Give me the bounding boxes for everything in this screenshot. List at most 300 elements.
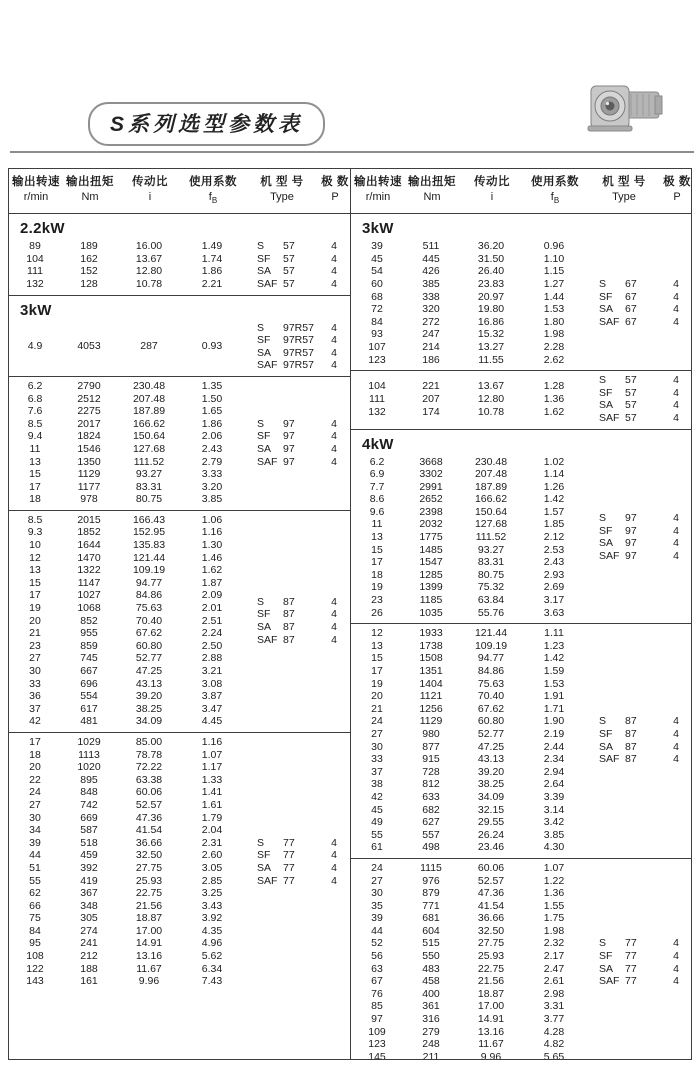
ratio-value: 67.62: [135, 627, 163, 640]
speed-value: 30: [29, 811, 41, 824]
model-type-code: SA: [599, 399, 614, 412]
torque-value: 682: [422, 803, 440, 816]
service-factor-value: 2.04: [201, 824, 223, 837]
ratio-value: 52.77: [477, 727, 505, 740]
service-factor-value: 0.96: [543, 240, 565, 253]
torque-value: 955: [80, 627, 98, 640]
service-factor-value: 1.41: [201, 786, 223, 799]
model-type-code: SAF: [599, 315, 620, 328]
torque-value: 338: [422, 290, 440, 303]
speed-value: 17: [371, 665, 383, 677]
ratio-value: 60.06: [135, 786, 163, 799]
model-type-size: 87: [283, 620, 295, 633]
header-col-5: [320, 175, 350, 208]
torque-value: 895: [80, 773, 98, 786]
data-grid: [9, 340, 243, 353]
torque-value: 742: [80, 798, 98, 811]
torque-value: 128: [80, 277, 98, 290]
speed-value: 27: [29, 798, 41, 811]
service-factor-value: 1.62: [543, 405, 565, 418]
model-type-label: [585, 387, 661, 400]
data-grid: [351, 456, 585, 620]
service-factor-value: 2.34: [543, 753, 565, 766]
torque-value: 515: [422, 937, 440, 950]
model-type-size: 57: [283, 277, 295, 290]
service-factor-value: 7.43: [201, 975, 223, 988]
torque-value: 879: [422, 887, 440, 900]
torque-value: 728: [422, 765, 440, 778]
torque-value: 667: [80, 665, 98, 677]
speed-value: 39: [371, 912, 383, 925]
service-factor-value: 2.79: [201, 455, 223, 468]
torque-value: 1027: [77, 589, 101, 602]
speed-value: 24: [371, 715, 383, 728]
torque-value: 2017: [77, 417, 101, 430]
speed-value: 15: [29, 576, 41, 589]
model-type-size: 67: [625, 277, 637, 290]
data-block: [351, 862, 691, 1059]
service-factor-value: 2.43: [201, 442, 223, 455]
model-type-size: 87: [625, 727, 637, 740]
torque-value: 1350: [77, 455, 101, 468]
torque-value: 3302: [419, 468, 443, 481]
service-factor-value: 2.24: [201, 627, 223, 640]
torque-value: 2398: [419, 505, 443, 518]
ratio-value: 63.38: [135, 773, 163, 786]
speed-value: 89: [29, 240, 41, 253]
header-col-en: P: [673, 191, 681, 203]
model-type-code: SAF: [257, 633, 278, 646]
torque-value: 633: [422, 790, 440, 803]
service-factor-value: 2.69: [543, 581, 565, 594]
torque-value: 161: [80, 975, 98, 988]
model-type-label: [243, 347, 319, 360]
torque-value: 279: [422, 1025, 440, 1038]
model-type-label: [585, 291, 661, 304]
type-grid: [243, 322, 349, 372]
ratio-value: 55.76: [477, 606, 505, 619]
service-factor-value: 1.07: [543, 861, 565, 874]
pole-count-value: 4: [331, 430, 337, 443]
ratio-value: 60.80: [135, 639, 163, 652]
pole-count-value: 4: [331, 836, 337, 849]
header-col-en: i: [148, 191, 152, 203]
ratio-value: 34.09: [135, 715, 163, 728]
data-block: [351, 456, 691, 620]
service-factor-value: 3.05: [201, 861, 223, 874]
service-factor-value: 2.32: [543, 937, 565, 950]
ratio-value: 32.50: [135, 849, 163, 862]
model-type-code: SF: [257, 334, 271, 347]
ratio-value: 52.77: [135, 652, 163, 665]
service-factor-value: 4.28: [543, 1025, 565, 1038]
service-factor-value: 1.02: [543, 455, 565, 468]
data-grid: [351, 240, 585, 366]
speed-value: 19: [371, 581, 383, 594]
service-factor-value: 4.30: [543, 841, 565, 854]
torque-value: 188: [80, 962, 98, 975]
ratio-value: 9.96: [480, 1050, 502, 1059]
torque-value: 617: [80, 702, 98, 715]
speed-value: 30: [371, 740, 383, 753]
model-type-size: 87: [283, 608, 295, 621]
service-factor-value: 1.75: [543, 912, 565, 925]
model-type-code: SAF: [257, 277, 278, 290]
torque-value: 1020: [77, 761, 101, 774]
torque-value: 980: [422, 727, 440, 740]
torque-value: 627: [422, 816, 440, 829]
torque-value: 2032: [419, 518, 443, 531]
header-col-5: [662, 175, 691, 208]
speed-value: 20: [29, 761, 41, 774]
speed-value: 13: [29, 564, 41, 577]
service-factor-value: 2.94: [543, 765, 565, 778]
service-factor-value: 1.85: [543, 518, 565, 531]
model-type-size: 67: [625, 315, 637, 328]
service-factor-value: 2.28: [543, 340, 565, 353]
ratio-value: 94.77: [477, 652, 505, 665]
ratio-value: 75.32: [477, 581, 505, 594]
speed-value: 37: [29, 702, 41, 715]
torque-value: 174: [422, 405, 440, 418]
service-factor-value: 1.36: [543, 887, 565, 900]
speed-value: 6.2: [27, 379, 43, 392]
ratio-value: 32.15: [477, 803, 505, 816]
service-factor-value: 1.49: [201, 240, 223, 253]
model-type-code: SF: [257, 252, 271, 265]
model-type-label: [243, 596, 319, 609]
speed-value: 35: [371, 899, 383, 912]
header-col-en: Type: [270, 191, 294, 203]
speed-value: 13: [371, 531, 383, 544]
speed-value: 55: [29, 874, 41, 887]
model-type-size: 77: [625, 937, 637, 950]
model-type-label: [243, 278, 319, 291]
model-type-label: [243, 430, 319, 443]
service-factor-value: 1.17: [201, 761, 223, 774]
ratio-value: 60.80: [477, 715, 505, 728]
speed-value: 36: [29, 690, 41, 703]
header-col-zh: 输出扭矩: [66, 176, 114, 188]
model-type-size: 97: [283, 442, 295, 455]
ratio-value: 47.25: [135, 665, 163, 677]
torque-value: 458: [422, 975, 440, 988]
service-factor-value: 2.21: [201, 277, 223, 290]
model-type-code: SAF: [599, 411, 620, 424]
power-rating-label: 2.2kW: [20, 220, 65, 238]
header-col-zh: 极 数: [321, 176, 349, 188]
pole-count-value: 4: [331, 334, 337, 347]
torque-value: 1129: [419, 715, 443, 728]
data-grid: [351, 380, 585, 418]
speed-value: 20: [371, 690, 383, 703]
torque-value: 1775: [419, 531, 443, 544]
model-type-label: [585, 741, 661, 754]
ratio-value: 22.75: [477, 962, 505, 975]
service-factor-value: 3.85: [201, 493, 223, 506]
header-col-en: P: [331, 191, 339, 203]
model-type-size: 87: [625, 753, 637, 766]
sections: [351, 214, 691, 1059]
torque-value: 915: [422, 753, 440, 766]
header-col-zh: 传动比: [474, 176, 510, 188]
pole-count-value: 4: [673, 537, 679, 550]
speed-value: 6.9: [369, 468, 385, 481]
torque-value: 1738: [419, 639, 443, 652]
torque-value: 877: [422, 740, 440, 753]
torque-value: 554: [80, 690, 98, 703]
service-factor-value: 1.61: [201, 798, 223, 811]
pole-count-value: 4: [331, 595, 337, 608]
torque-value: 1470: [77, 551, 101, 564]
speed-value: 17: [29, 480, 41, 493]
pole-count-value: 4: [673, 386, 679, 399]
model-type-size: 77: [283, 874, 295, 887]
service-factor-value: 1.30: [201, 539, 223, 552]
service-factor-value: 2.06: [201, 430, 223, 443]
torque-value: 274: [80, 924, 98, 937]
service-factor-value: 3.42: [543, 816, 565, 829]
ratio-value: 47.25: [477, 740, 505, 753]
model-type-size: 97: [625, 549, 637, 562]
header-col-zh: 极 数: [663, 176, 691, 188]
torque-value: 1547: [419, 556, 443, 569]
speed-value: 18: [29, 748, 41, 761]
pole-count-value: 4: [673, 411, 679, 424]
service-factor-value: 3.33: [201, 468, 223, 481]
speed-value: 22: [29, 773, 41, 786]
speed-value: 108: [26, 950, 44, 963]
speed-value: 21: [29, 627, 41, 640]
page-title: S系列选型参数表: [88, 102, 325, 146]
torque-value: 2652: [419, 493, 443, 506]
speed-value: 37: [371, 765, 383, 778]
data-block: [351, 374, 691, 424]
model-type-code: SA: [599, 962, 614, 975]
speed-value: 122: [26, 962, 44, 975]
service-factor-value: 1.62: [201, 564, 223, 577]
pole-count-value: 4: [331, 359, 337, 372]
pole-count-value: 4: [331, 849, 337, 862]
pole-count-value: 4: [331, 442, 337, 455]
model-type-code: SA: [599, 537, 614, 550]
service-factor-value: 4.96: [201, 937, 223, 950]
service-factor-value: 2.50: [201, 639, 223, 652]
ratio-value: 11.55: [478, 353, 504, 366]
pole-count-value: 4: [673, 277, 679, 290]
ratio-value: 67.62: [477, 702, 505, 715]
ratio-value: 121.44: [132, 551, 166, 564]
torque-value: 4053: [77, 340, 101, 353]
service-factor-value: 3.39: [543, 790, 565, 803]
ratio-value: 230.48: [132, 379, 166, 392]
pole-count-value: 4: [331, 252, 337, 265]
data-grid: [9, 736, 243, 988]
torque-value: 1113: [78, 748, 100, 761]
model-type-code: SF: [257, 430, 271, 443]
pole-count-value: 4: [673, 399, 679, 412]
service-factor-value: 2.17: [543, 950, 565, 963]
service-factor-value: 2.43: [543, 556, 565, 569]
ratio-value: 20.97: [477, 290, 505, 303]
service-factor-value: 2.53: [543, 543, 565, 556]
ratio-value: 52.57: [135, 798, 163, 811]
ratio-value: 22.75: [135, 887, 163, 900]
speed-value: 13: [29, 455, 41, 468]
ratio-value: 12.80: [135, 265, 163, 278]
type-grid: [585, 278, 691, 328]
model-type-code: SA: [257, 620, 272, 633]
service-factor-value: 1.80: [543, 315, 565, 328]
model-type-size: 57: [283, 240, 295, 253]
service-factor-value: 3.25: [201, 887, 223, 900]
torque-value: 305: [80, 912, 98, 925]
model-type-code: SAF: [599, 549, 620, 562]
service-factor-value: 1.42: [543, 493, 565, 506]
header-col-zh: 输出扭矩: [408, 176, 456, 188]
torque-value: 1351: [419, 665, 443, 677]
speed-value: 4.9: [27, 340, 43, 353]
ratio-value: 41.54: [477, 899, 505, 912]
model-type-code: SA: [257, 265, 272, 278]
speed-value: 67: [371, 975, 383, 988]
torque-value: 459: [80, 849, 98, 862]
model-type-size: 97R57: [283, 334, 314, 347]
ratio-value: 94.77: [135, 576, 163, 589]
torque-value: 162: [80, 252, 98, 265]
ratio-value: 12.80: [477, 393, 505, 406]
ratio-value: 93.27: [477, 543, 505, 556]
torque-value: 852: [80, 614, 98, 627]
service-factor-value: 2.98: [543, 987, 565, 1000]
ratio-value: 84.86: [477, 665, 505, 677]
speed-value: 7.6: [27, 405, 43, 418]
data-grid: [351, 862, 585, 1059]
ratio-value: 21.56: [477, 975, 505, 988]
service-factor-value: 2.09: [201, 589, 223, 602]
model-type-size: 97: [625, 512, 637, 525]
power-section: [9, 295, 350, 376]
torque-value: 2015: [77, 513, 101, 526]
model-type-size: 77: [283, 849, 295, 862]
speed-value: 95: [29, 937, 41, 950]
service-factor-value: 1.15: [543, 265, 565, 278]
speed-value: 123: [368, 1038, 386, 1051]
speed-value: 62: [29, 887, 41, 900]
service-factor-value: 1.98: [543, 924, 565, 937]
power-section: [351, 370, 691, 428]
torque-value: 320: [422, 303, 440, 316]
type-grid: [585, 512, 691, 562]
service-factor-value: 1.53: [543, 677, 565, 690]
ratio-value: 83.31: [477, 556, 505, 569]
ratio-value: 17.00: [477, 1000, 505, 1013]
pole-count-value: 4: [331, 240, 337, 253]
model-type-label: [585, 512, 661, 525]
ratio-value: 80.75: [477, 568, 505, 581]
model-type-size: 97: [625, 537, 637, 550]
model-type-size: 87: [283, 595, 295, 608]
torque-value: 211: [422, 1050, 440, 1059]
speed-value: 30: [371, 887, 383, 900]
header-col-2: [460, 175, 524, 208]
service-factor-value: 1.79: [201, 811, 223, 824]
header-col-en: i: [490, 191, 494, 203]
speed-value: 54: [371, 265, 383, 278]
speed-value: 39: [29, 836, 41, 849]
model-type-size: 97: [283, 455, 295, 468]
torque-value: 241: [80, 937, 98, 950]
header-col-0: [352, 175, 404, 208]
pole-count-value: 4: [673, 524, 679, 537]
ratio-value: 127.68: [474, 518, 508, 531]
torque-value: 1068: [77, 602, 101, 615]
speed-value: 30: [29, 665, 41, 677]
ratio-value: 25.93: [135, 874, 163, 887]
speed-value: 45: [371, 252, 383, 265]
torque-value: 1035: [419, 606, 443, 619]
pole-count-value: 4: [331, 346, 337, 359]
torque-value: 272: [422, 315, 440, 328]
data-grid: [9, 240, 243, 290]
ratio-value: 75.63: [135, 602, 163, 615]
torque-value: 550: [422, 950, 440, 963]
speed-value: 97: [371, 1013, 383, 1026]
service-factor-value: 1.44: [543, 290, 565, 303]
ratio-value: 152.95: [132, 526, 166, 539]
header-col-en: $f_B$: [208, 191, 218, 206]
model-type-size: 57: [625, 411, 637, 424]
model-type-code: SAF: [257, 359, 278, 372]
ratio-value: 13.67: [135, 252, 163, 265]
torque-value: 2512: [77, 392, 101, 405]
service-factor-value: 2.88: [201, 652, 223, 665]
ratio-value: 111.52: [133, 455, 165, 468]
torque-value: 1121: [419, 690, 443, 703]
model-type-code: SF: [599, 727, 613, 740]
ratio-value: 52.57: [477, 874, 505, 887]
ratio-value: 13.16: [135, 950, 163, 963]
service-factor-value: 1.91: [543, 690, 565, 703]
ratio-value: 27.75: [135, 861, 163, 874]
torque-value: 400: [422, 987, 440, 1000]
model-type-label: [243, 608, 319, 621]
ratio-value: 19.80: [477, 303, 505, 316]
service-factor-value: 2.12: [543, 531, 565, 544]
header-col-2: [118, 175, 182, 208]
data-block: [351, 240, 691, 366]
power-section: [9, 732, 350, 1059]
speed-value: 13: [371, 639, 383, 652]
speed-value: 104: [26, 252, 44, 265]
speed-value: 9.6: [369, 505, 385, 518]
torque-value: 812: [422, 778, 440, 791]
data-grid: [9, 514, 243, 728]
torque-value: 1115: [420, 861, 442, 874]
service-factor-value: 1.06: [201, 513, 223, 526]
model-type-label: [243, 418, 319, 431]
speed-value: 10: [29, 539, 41, 552]
header-col-3: [524, 175, 586, 208]
header-col-zh: 使用系数: [531, 176, 579, 188]
type-grid: [585, 374, 691, 424]
pole-count-value: 4: [331, 417, 337, 430]
speed-value: 132: [368, 405, 386, 418]
power-section: [351, 429, 691, 624]
column-header: [351, 169, 691, 214]
header-col-en: r/min: [23, 191, 49, 203]
ratio-value: 36.66: [477, 912, 505, 925]
